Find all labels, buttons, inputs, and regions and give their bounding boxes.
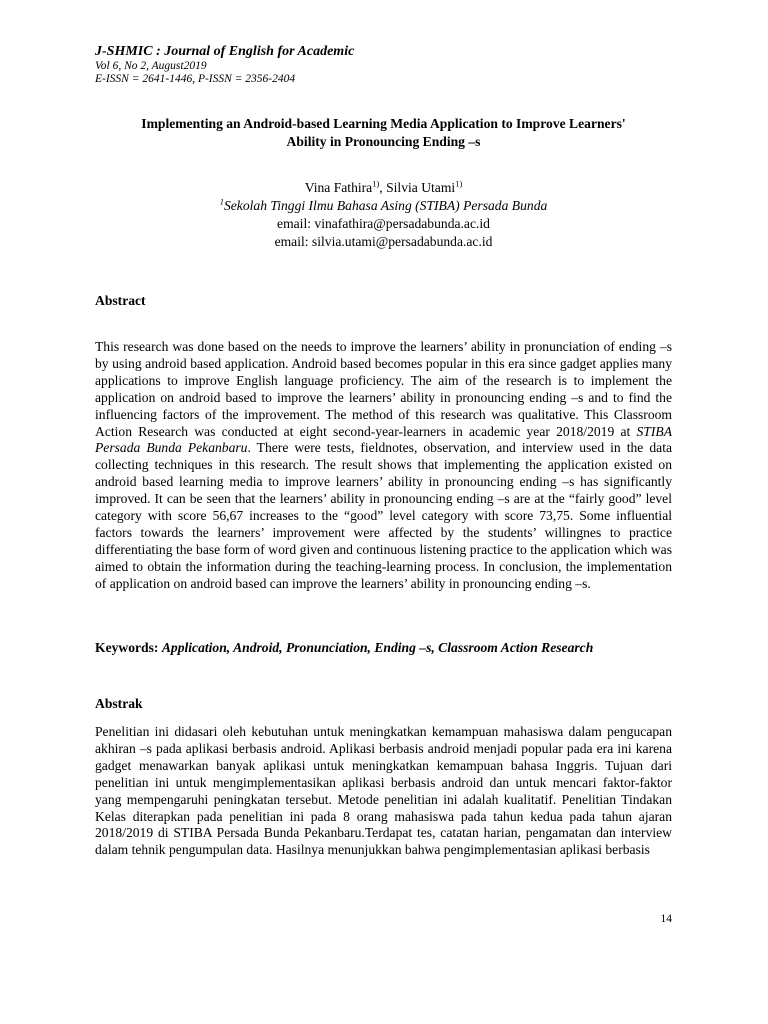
- abstrak-body: Penelitian ini didasari oleh kebutuhan untuk meningkatkan kemampuan mahasiswa dalam pengucapan akhiran –s pada aplikasi berbasis android. Aplikasi berbasis android menjadi popular pada era ini karena gadget menawarkan banyak aplikasi untuk meningkatkan kemampuan bahasa Inggris. Tujuan dari penelitian ini untuk mengimplementasikan aplikasi berbasis android dan untuk mencari faktor-faktor yang mempengaruhi peningkatan tersebut. Metode penelitian ini adalah kualitatif. Penelitian Tindakan Kelas diterapkan pada penelitian ini pada 8 orang mahasiswa pada tahun kedua pada tahun ajaran 2018/2019 di STIBA Persada Bunda Pekanbaru.Terdapat tes, catatan harian, pengamatan dan interview dalam tehnik pengumpulan data. Hasilnya menunjukkan bahwa pengimplementasian aplikasi berbasis: [95, 724, 672, 858]
- journal-title: J-SHMIC : Journal of English for Academic: [95, 44, 355, 59]
- journal-issn: E-ISSN = 2641-1446, P-ISSN = 2356-2404: [95, 73, 296, 85]
- keywords-values: Application, Android, Pronunciation, Ending –s, Classroom Action Research: [161, 640, 594, 655]
- journal-volume: Vol 6, No 2, August2019: [95, 60, 207, 72]
- paper-title-line-2: Ability in Pronouncing Ending –s: [286, 134, 481, 149]
- paper-title: [95, 115, 672, 151]
- keywords-label: Keywords:: [95, 640, 162, 655]
- abstract-heading: Abstract: [95, 293, 146, 308]
- abstract-text-part-1: This research was done based on the needs to improve the learners’ ability in pronunciation of ending –s by using android based application. Android based becomes popular in this era since gadget applies many applications to improve English language proficiency. The aim of the research is to implement the application on android based to improve the learners’ ability in pronouncing ending –s and to find the influencing factors of the improvement. The method of this research was qualitative. This Classroom Action Research was conducted at eight second-year-learners in academic year 2018/2019 at: [95, 339, 672, 439]
- keywords-line: [95, 639, 685, 657]
- affiliation: [95, 197, 672, 215]
- abstract-body: [95, 339, 672, 593]
- abstrak-heading: Abstrak: [95, 696, 143, 711]
- author-2-sup: 1): [455, 178, 463, 189]
- journal-header: [95, 44, 354, 86]
- author-1-name: Vina Fathira: [304, 180, 373, 195]
- email-1: email: vinafathira@persadabunda.ac.id: [277, 216, 490, 231]
- author-1-sup: 1): [372, 178, 380, 189]
- affiliation-text: Sekolah Tinggi Ilmu Bahasa Asing (STIBA) Persada Bunda: [223, 198, 548, 213]
- affiliation-sup: 1: [219, 196, 224, 207]
- author-names: [95, 179, 672, 197]
- abstract-text-part-2: . There were tests, fieldnotes, observation, and interview used in the data collecting techniques in this research. The result shows that implementing the application existed on android based learning media to improve learners’ ability in pronouncing ending –s has significantly improved. It can be seen that the learners’ ability in pronouncing ending –s are at the “fairly good” level category with score 56,67 increases to the “good” level category with score 73,75. Some influential factors towards the learners’ improvement were affected by the students’ willingnes to practice differentiating the base form of word given and continuous listening practice to the application which was aimed to obtain the information during the teaching-learning process. In conclusion, the implementation of application on android based can improve the learners’ ability in pronouncing ending –s.: [95, 440, 672, 591]
- abstract-institution: STIBA Persada Bunda Pekanbaru: [95, 423, 672, 456]
- author-2-name: , Silvia Utami: [379, 180, 456, 195]
- author-block: [95, 179, 672, 251]
- paper-title-line-1: Implementing an Android-based Learning Media Application to Improve Learners': [141, 116, 626, 131]
- email-2: email: silvia.utami@persadabunda.ac.id: [274, 234, 493, 249]
- page-number: 14: [660, 913, 672, 925]
